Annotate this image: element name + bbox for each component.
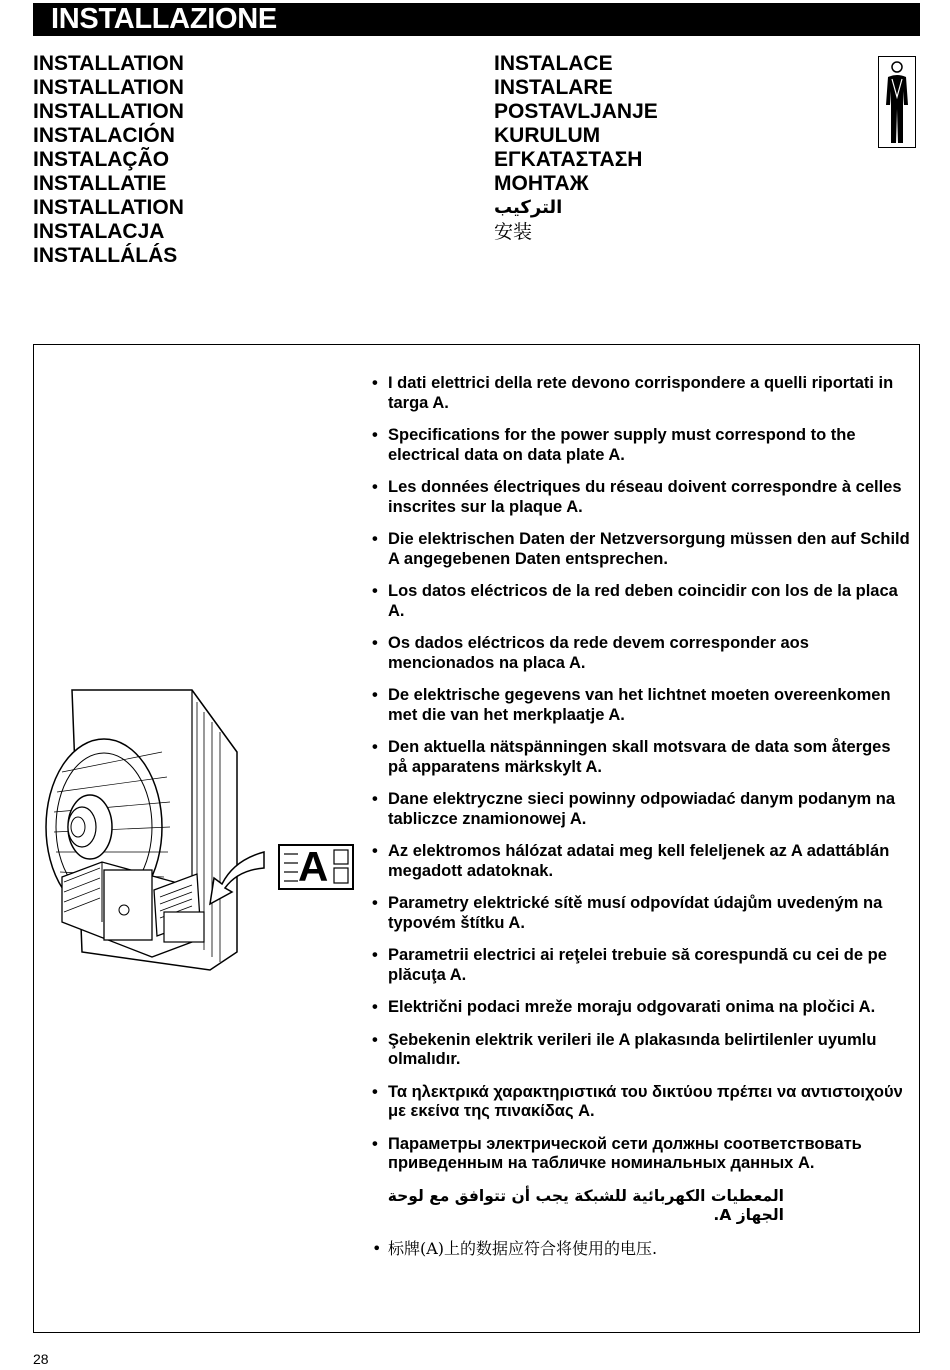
bullet-icon: • [372, 1134, 378, 1153]
bullet-icon: • [372, 894, 378, 912]
language-title: INSTALLATION [33, 52, 184, 75]
language-title: INSTALACJA [33, 220, 165, 243]
plate-label: A [298, 843, 329, 890]
bullet-icon: • [372, 374, 378, 392]
page-title: INSTALLAZIONE [51, 3, 277, 35]
bullet-icon: • [372, 842, 378, 860]
bullet-icon: • [372, 1238, 382, 1258]
language-titles-left [33, 52, 184, 268]
list-item: • Parametry elektrické sítě musí odpovídat údajům uvedeným na typovém štítku A. [372, 894, 883, 932]
bullet-icon: • [372, 946, 378, 964]
language-title: التركيب [494, 197, 563, 218]
list-item: • Параметры электрической сети должны соответствовать приведенным на табличке номинальных данных A. [372, 1134, 862, 1172]
electrical-requirements-list [372, 374, 912, 1271]
language-title: KURULUM [494, 124, 601, 147]
page-number: 28 [33, 1351, 49, 1367]
data-plate-callout [278, 844, 354, 890]
language-title: INSTALAÇÃO [33, 148, 170, 171]
list-item: • Den aktuella nätspänningen skall motsvara de data som återges på apparatens märkskylt A. [372, 738, 891, 776]
list-item-chinese: • 标牌(A)上的数据应符合将使用的电压. [372, 1238, 658, 1258]
list-item: • Os dados eléctricos da rede devem corresponder aos mencionados na placa A. [372, 634, 809, 672]
list-item: • Τα ηλεκτρικά χαρακτηριστικά του δικτύου πρέπει να αντιστοιχούν με εκείνα της πινακίδας A. [372, 1082, 903, 1120]
bullet-icon: • [372, 738, 378, 756]
language-title: МОНТАЖ [494, 172, 589, 195]
list-item: • Dane elektryczne sieci powinny odpowiadać danym podanym na tabliczce znamionowej A. [372, 790, 896, 828]
language-title: ΕΓΚΑΤΑΣΤΑΣΗ [494, 148, 643, 171]
list-item: • Električni podaci mreže moraju odgovarati onima na pločici A. [372, 998, 876, 1016]
header-bar [33, 3, 920, 36]
language-title: INSTALLATION [33, 76, 184, 99]
list-item: • Les données électriques du réseau doivent correspondre à celles inscrites sur la plaque A. [372, 478, 902, 516]
bullet-icon: • [372, 478, 378, 496]
list-item: • Şebekenin elektrik verileri ile A plakasında belirtilenler uyumlu olmalıdır. [372, 1030, 877, 1068]
bullet-icon: • [372, 530, 378, 548]
language-title: INSTALLATION [33, 100, 184, 123]
bullet-icon: • [372, 1030, 378, 1049]
language-title: INSTALLATION [33, 196, 184, 219]
language-titles-right [494, 52, 658, 244]
language-title: INSTALLATIE [33, 172, 167, 195]
list-item-arabic: المعطيات الكهربائية للشبكة يجب أن تتوافق مع لوحة الجهاز A. [387, 1186, 784, 1224]
language-title: INSTALLÁLÁS [33, 244, 178, 267]
list-item: • Los datos eléctricos de la red deben coincidir con los de la placa A. [372, 582, 898, 620]
language-title: INSTALACIÓN [33, 124, 175, 147]
fan-unit-illustration [42, 682, 372, 982]
list-item: • Specifications for the power supply must correspond to the electrical data on data plate A. [372, 426, 856, 464]
list-item: • I dati elettrici della rete devono corrispondere a quelli riportati in targa A. [372, 374, 894, 412]
list-item: • Az elektromos hálózat adatai meg kell feleljenek az A adattáblán megadott adatoknak. [372, 842, 890, 880]
bullet-icon: • [372, 998, 378, 1016]
bullet-icon: • [372, 634, 378, 652]
installer-person-icon [878, 56, 916, 148]
language-title: INSTALACE [494, 52, 613, 75]
language-title: 安装 [494, 221, 533, 243]
bullet-icon: • [372, 426, 378, 444]
list-item: • Die elektrischen Daten der Netzversorgung müssen den auf Schild A angegebenen Daten entsprechen. [372, 530, 910, 568]
list-item: • Parametrii electrici ai reţelei trebuie să corespundă cu cei de pe plăcuţa A. [372, 946, 887, 984]
language-title: POSTAVLJANJE [494, 100, 658, 123]
list-item: • De elektrische gegevens van het lichtnet moeten overeenkomen met die van het merkplaatje A. [372, 686, 891, 724]
bullet-icon: • [372, 790, 378, 808]
language-title: INSTALARE [494, 76, 613, 99]
bullet-icon: • [372, 1082, 378, 1101]
bullet-icon: • [372, 686, 378, 704]
bullet-icon: • [372, 582, 378, 600]
